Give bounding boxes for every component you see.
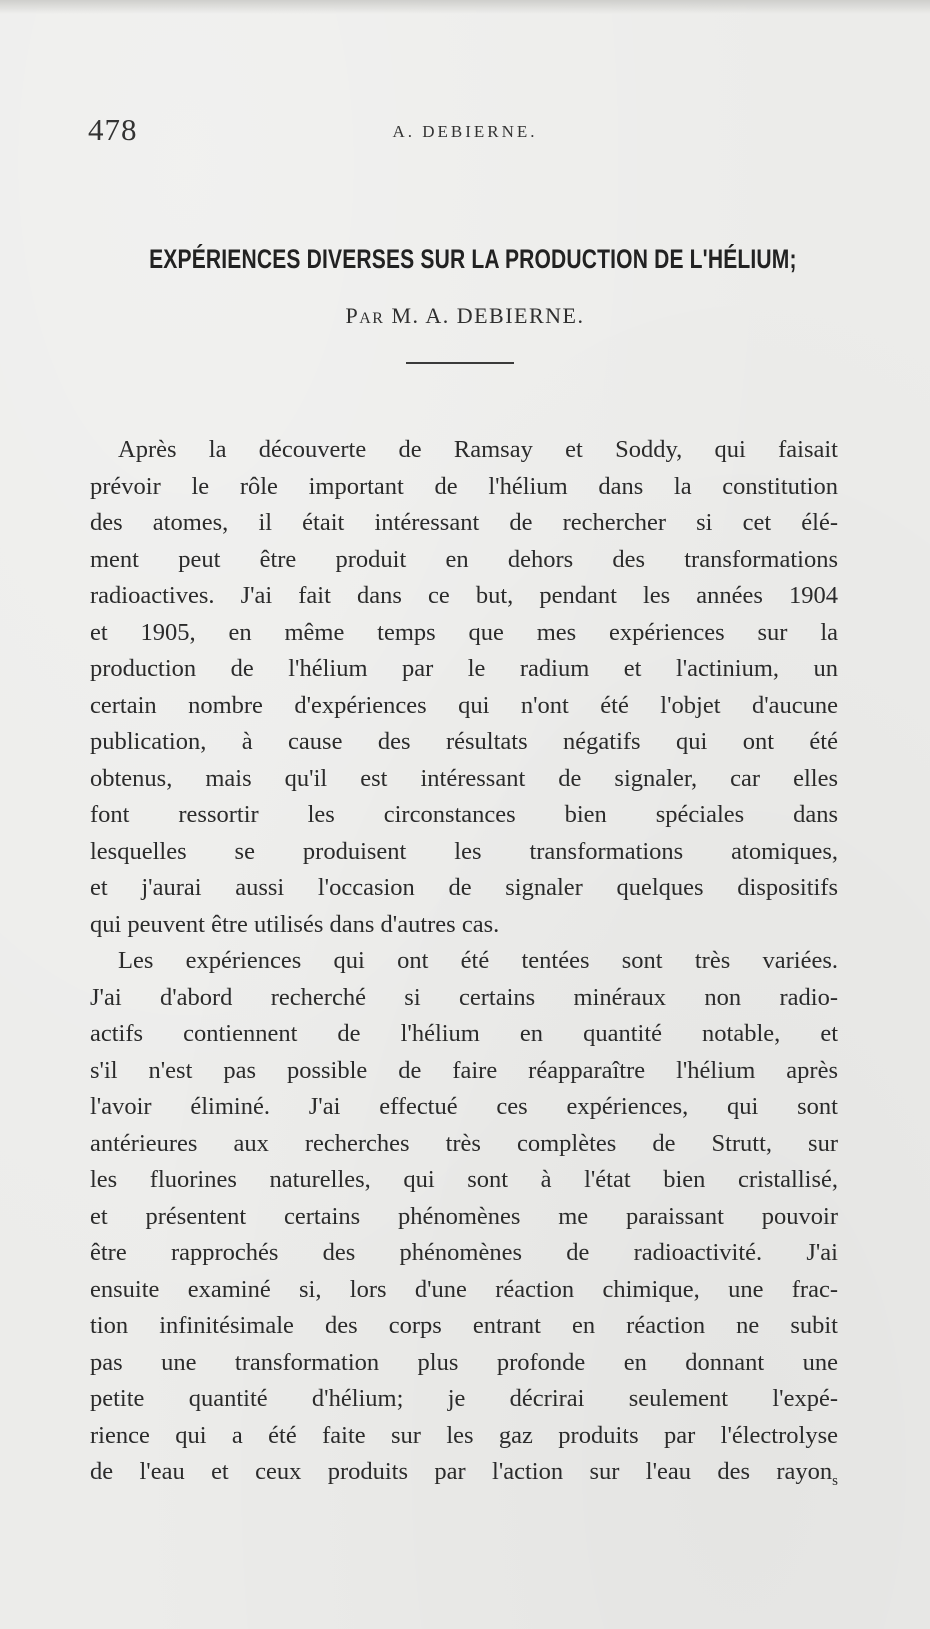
text-line: les fluorines naturelles, qui sont à l'état bien cristallisé, — [90, 1166, 838, 1193]
text-line: antérieures aux recherches très complètes de Strutt, sur — [90, 1129, 838, 1157]
text-line: lesquelles se produisent les transformations atomiques, — [90, 837, 838, 865]
text-line: et j'aurai aussi l'occasion de signaler quelques dispositifs — [90, 874, 838, 901]
text-line: ensuite examiné si, lors d'une réaction chimique, une frac- — [90, 1275, 838, 1303]
text-line: radioactives. J'ai fait dans ce but, pendant les années 1904 — [90, 582, 838, 609]
text-line: publication, à cause des résultats négatifs qui ont été — [90, 728, 838, 755]
paragraph-1 — [90, 432, 838, 943]
paragraph-2 — [90, 943, 838, 1491]
text-line: pas une transformation plus profonde en donnant une — [90, 1348, 838, 1376]
text-line: ment peut être produit en dehors des transformations — [90, 545, 838, 573]
text-line: des atomes, il était intéressant de rechercher si cet élé- — [90, 509, 838, 536]
text-line: et 1905, en même temps que mes expériences sur la — [90, 618, 838, 646]
page-number: 478 — [88, 112, 138, 147]
trailing-subscript: s — [832, 1473, 838, 1489]
text-line: s'il n'est pas possible de faire réapparaître l'hélium après — [90, 1056, 838, 1084]
running-head-author: A. DEBIERNE. — [392, 122, 538, 141]
text-line: Les expériences qui ont été tentées sont très variées. — [118, 947, 838, 974]
byline-prefix-initial: P — [345, 303, 360, 328]
page-edge-shadow — [0, 0, 930, 14]
running-head — [88, 112, 842, 152]
text-line: production de l'hélium par le radium et l'actinium, un — [90, 655, 838, 682]
text-line: Après la découverte de Ramsay et Soddy, qui faisait — [118, 436, 838, 463]
text-line: certain nombre d'expériences qui n'ont été l'objet d'aucune — [90, 691, 838, 719]
text-line: rience qui a été faite sur les gaz produits par l'électrolyse — [90, 1421, 838, 1449]
text-line: et présentent certains phénomènes me paraissant pouvoir — [90, 1202, 838, 1230]
text-line: font ressortir les circonstances bien spéciales dans — [90, 801, 838, 828]
article-body — [90, 432, 838, 1491]
article-title: EXPÉRIENCES DIVERSES SUR LA PRODUCTION DE L'HÉLIUM; — [149, 244, 797, 274]
text-line: actifs contiennent de l'hélium en quantité notable, et — [90, 1020, 838, 1047]
text-line: obtenus, mais qu'il est intéressant de signaler, car elles — [90, 764, 838, 792]
text-line: tion infinitésimale des corps entrant en réaction ne subit — [90, 1312, 838, 1339]
byline-prefix-small-caps: AR — [359, 310, 385, 327]
byline-author-name: M. A. DEBIERNE. — [384, 303, 585, 328]
text-line: qui peuvent être utilisés dans d'autres cas. — [90, 910, 500, 938]
text-line: prévoir le rôle important de l'hélium dans la constitution — [90, 472, 838, 500]
title-separator-rule — [406, 362, 514, 364]
text-line: petite quantité d'hélium; je décrirai seulement l'expé- — [90, 1385, 838, 1412]
text-line-final — [90, 1454, 838, 1491]
text-line-final-content: de l'eau et ceux produits par l'action sur l'eau des rayon — [90, 1458, 833, 1485]
text-line: l'avoir éliminé. J'ai effectué ces expériences, qui sont — [90, 1093, 838, 1120]
text-line: être rapprochés des phénomènes de radioactivité. J'ai — [90, 1239, 838, 1266]
text-line: J'ai d'abord recherché si certains minéraux non radio- — [90, 983, 838, 1011]
byline — [0, 303, 930, 329]
